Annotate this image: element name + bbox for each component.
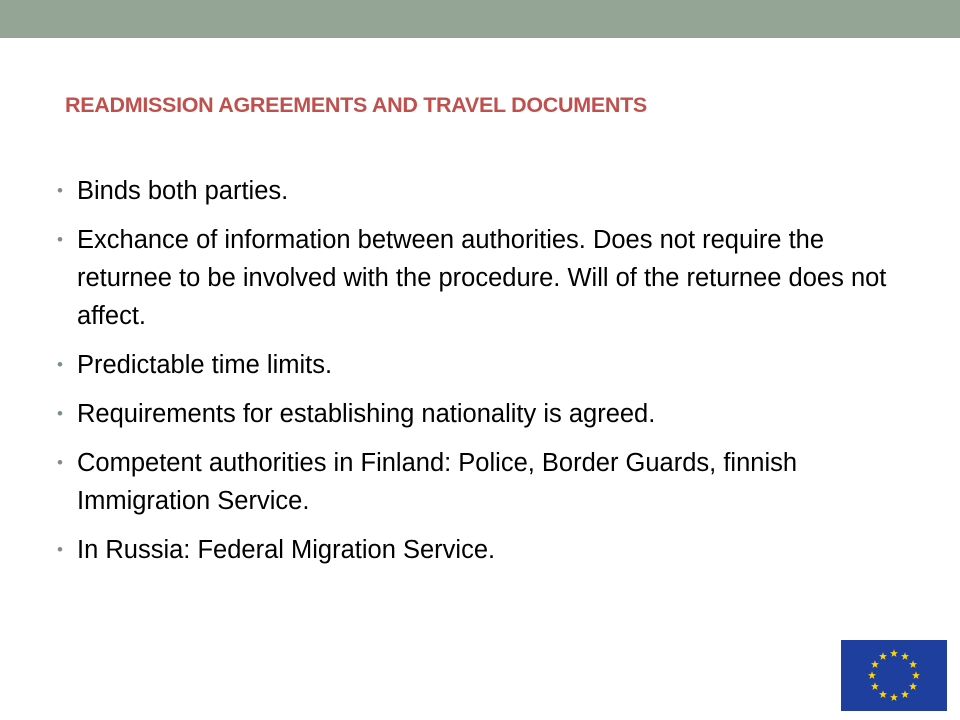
bullet-item [0, 346, 960, 384]
bullet-text: Requirements for establishing nationality is agreed. [77, 400, 656, 428]
bullet-marker-icon: • [57, 453, 63, 472]
bullet-list [0, 172, 960, 580]
bullet-text: Exchance of information between authorities. Does not require the returnee to be involved with the procedure. Will of the returnee does not affect. [77, 226, 887, 330]
bullet-item [0, 172, 960, 210]
bullet-marker-icon: • [57, 181, 63, 200]
bullet-text: In Russia: Federal Migration Service. [77, 536, 496, 564]
eu-flag-icon [841, 640, 947, 711]
bullet-text: Binds both parties. [77, 177, 289, 205]
bullet-text: Predictable time limits. [77, 351, 333, 379]
top-accent-bar [0, 0, 960, 38]
bullet-item [0, 444, 960, 520]
bullet-marker-icon: • [57, 355, 63, 374]
bullet-item [0, 395, 960, 433]
bullet-item [0, 221, 960, 335]
bullet-marker-icon: • [57, 404, 63, 423]
slide-title: READMISSION AGREEMENTS AND TRAVEL DOCUMENTS [65, 93, 647, 117]
bullet-text: Competent authorities in Finland: Police, Border Guards, finnish Immigration Service. [77, 449, 798, 515]
bullet-marker-icon: • [57, 540, 63, 559]
bullet-marker-icon: • [57, 230, 63, 249]
bullet-item [0, 531, 960, 569]
